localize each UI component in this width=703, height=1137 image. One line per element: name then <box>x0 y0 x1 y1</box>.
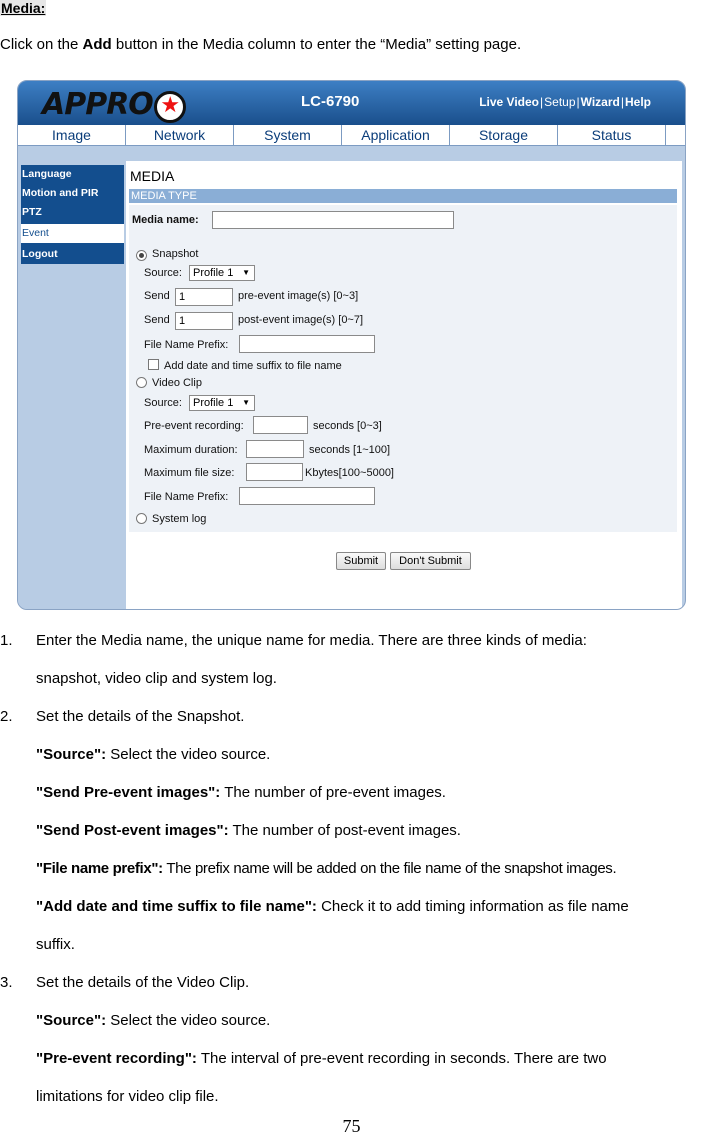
sidebar-item-event[interactable]: Event <box>21 224 124 243</box>
snapshot-source-select[interactable]: Profile 1 ▼ <box>189 265 255 281</box>
syslog-radio[interactable] <box>136 513 147 524</box>
sidebar-item-language[interactable]: Language <box>22 168 72 180</box>
max-size-label: Maximum file size: <box>144 467 235 479</box>
dropdown-arrow-icon: ▼ <box>242 398 250 407</box>
media-form <box>129 205 677 532</box>
section-bar: MEDIA TYPE <box>129 189 677 203</box>
pre-event-images-input[interactable]: 1 <box>175 288 233 306</box>
main-nav <box>18 125 685 146</box>
link-help[interactable]: Help <box>624 95 651 109</box>
videoclip-prefix-input[interactable] <box>239 487 375 505</box>
item-text: Enter the Media name, the unique name for media. There are three kinds of media: <box>36 632 587 649</box>
post-event-hint: post-event image(s) [0~7] <box>238 314 364 326</box>
videoclip-source-select[interactable]: Profile 1 ▼ <box>189 395 255 411</box>
send-pre-label: Send <box>144 290 170 302</box>
videoclip-prefix-label: File Name Prefix: <box>144 491 229 503</box>
videoclip-radio[interactable] <box>136 377 147 388</box>
sidebar-item-ptz[interactable]: PTZ <box>22 206 42 218</box>
detail-line: limitations for video clip file. <box>36 1088 219 1105</box>
snapshot-radio[interactable] <box>136 250 147 261</box>
tab-system[interactable]: System <box>234 125 342 145</box>
top-links: Live Video|Setup|Wizard|Help <box>479 95 651 109</box>
screenshot-figure <box>17 80 686 610</box>
intro-text: Click on the Add button in the Media column to enter the “Media” setting page. <box>0 36 522 53</box>
sidebar-menu <box>21 165 124 264</box>
tab-status[interactable]: Status <box>558 125 666 145</box>
tab-storage[interactable]: Storage <box>450 125 558 145</box>
detail-line: "Send Pre-event images": The number of pre-event images. <box>36 784 446 801</box>
item-text: Set the details of the Snapshot. <box>36 708 245 725</box>
dont-submit-button[interactable]: Don't Submit <box>390 552 471 570</box>
max-duration-label: Maximum duration: <box>144 444 238 456</box>
detail-line: "Send Post-event images": The number of post-event images. <box>36 822 461 839</box>
media-content <box>126 161 682 609</box>
tab-image[interactable]: Image <box>18 125 126 145</box>
item-text: Set the details of the Video Clip. <box>36 974 250 991</box>
appro-logo: APPRO ★ <box>42 87 186 123</box>
syslog-label: System log <box>152 513 207 525</box>
link-live-video[interactable]: Live Video <box>479 95 540 109</box>
dropdown-arrow-icon: ▼ <box>242 268 250 277</box>
sidebar <box>18 161 124 609</box>
pre-recording-hint: seconds [0~3] <box>313 420 382 432</box>
pre-event-hint: pre-event image(s) [0~3] <box>238 290 359 302</box>
star-icon: ★ <box>154 91 186 123</box>
max-size-input[interactable] <box>246 463 303 481</box>
item-text: snapshot, video clip and system log. <box>36 670 277 687</box>
snapshot-source-label: Source: <box>144 267 182 279</box>
snapshot-label: Snapshot <box>152 248 199 260</box>
max-size-hint: Kbytes[100~5000] <box>305 467 394 479</box>
media-name-label: Media name: <box>132 214 199 226</box>
sidebar-item-motion-pir[interactable]: Motion and PIR <box>22 187 99 199</box>
app-header <box>18 81 685 125</box>
section-heading: Media: <box>1 0 46 16</box>
suffix-checkbox[interactable] <box>148 359 159 370</box>
submit-button[interactable]: Submit <box>336 552 386 570</box>
link-setup[interactable]: Setup <box>544 95 576 109</box>
tab-network[interactable]: Network <box>126 125 234 145</box>
videoclip-label: Video Clip <box>152 377 202 389</box>
suffix-label: Add date and time suffix to file name <box>164 360 342 372</box>
item-number: 2. <box>0 708 13 725</box>
pre-recording-input[interactable] <box>253 416 308 434</box>
snapshot-prefix-label: File Name Prefix: <box>144 339 229 351</box>
detail-line: "File name prefix": The prefix name will be added on the file name of the snapshot images. <box>36 860 617 877</box>
detail-line: suffix. <box>36 936 75 953</box>
pre-recording-label: Pre-event recording: <box>144 420 244 432</box>
detail-line: "Source": Select the video source. <box>36 1012 271 1029</box>
link-wizard[interactable]: Wizard <box>580 95 620 109</box>
detail-line: "Source": Select the video source. <box>36 746 271 763</box>
send-post-label: Send <box>144 314 170 326</box>
sub-bar <box>18 146 685 160</box>
item-number: 3. <box>0 974 13 991</box>
videoclip-source-label: Source: <box>144 397 182 409</box>
detail-line: "Add date and time suffix to file name": Check it to add timing information as file name <box>36 898 629 915</box>
page-title: MEDIA <box>130 168 175 184</box>
item-number: 1. <box>0 632 13 649</box>
post-event-images-input[interactable]: 1 <box>175 312 233 330</box>
max-duration-hint: seconds [1~100] <box>309 444 391 456</box>
media-name-input[interactable] <box>212 211 454 229</box>
page-number: 75 <box>342 1116 361 1136</box>
detail-line: "Pre-event recording": The interval of pre-event recording in seconds. There are two <box>36 1050 607 1067</box>
tab-application[interactable]: Application <box>342 125 450 145</box>
snapshot-prefix-input[interactable] <box>239 335 375 353</box>
sidebar-item-logout[interactable]: Logout <box>22 248 58 260</box>
model-name: LC-6790 <box>301 93 360 110</box>
max-duration-input[interactable] <box>246 440 304 458</box>
